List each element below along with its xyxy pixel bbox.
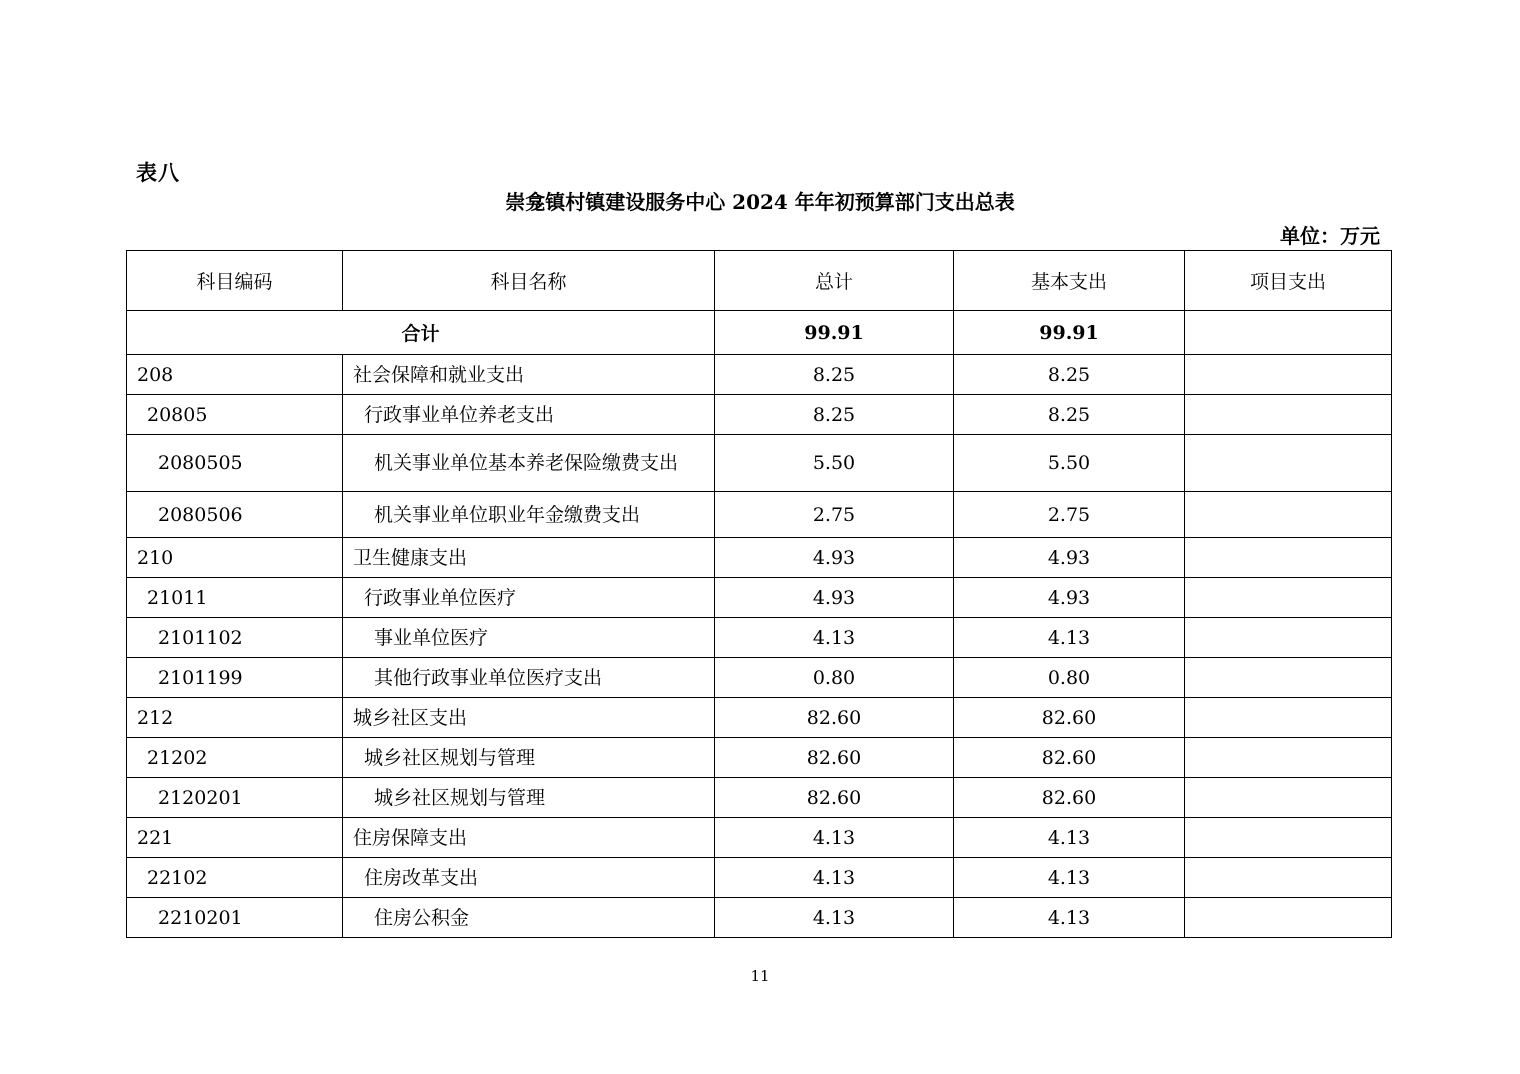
row-total: 82.60 bbox=[715, 698, 954, 738]
row-project bbox=[1185, 395, 1392, 435]
total-row bbox=[127, 311, 1392, 355]
row-project bbox=[1185, 738, 1392, 778]
row-basic: 82.60 bbox=[954, 698, 1185, 738]
row-code: 21011 bbox=[127, 578, 343, 618]
row-code: 20805 bbox=[127, 395, 343, 435]
header-name: 科目名称 bbox=[343, 251, 715, 311]
row-basic: 8.25 bbox=[954, 355, 1185, 395]
row-basic: 82.60 bbox=[954, 738, 1185, 778]
row-project bbox=[1185, 355, 1392, 395]
header-total: 总计 bbox=[715, 251, 954, 311]
row-basic: 4.93 bbox=[954, 538, 1185, 578]
table-row bbox=[127, 698, 1392, 738]
row-total: 0.80 bbox=[715, 658, 954, 698]
row-name: 住房保障支出 bbox=[343, 818, 715, 858]
unit-label: 单位：万元 bbox=[1280, 224, 1380, 248]
row-name: 机关事业单位职业年金缴费支出 bbox=[343, 492, 715, 538]
row-name: 住房公积金 bbox=[343, 898, 715, 938]
table-row bbox=[127, 435, 1392, 492]
row-basic: 2.75 bbox=[954, 492, 1185, 538]
row-name: 住房改革支出 bbox=[343, 858, 715, 898]
row-name: 行政事业单位医疗 bbox=[343, 578, 715, 618]
row-code: 212 bbox=[127, 698, 343, 738]
table-row bbox=[127, 492, 1392, 538]
row-total: 4.93 bbox=[715, 538, 954, 578]
row-name: 其他行政事业单位医疗支出 bbox=[343, 658, 715, 698]
header-basic: 基本支出 bbox=[954, 251, 1185, 311]
table-row bbox=[127, 355, 1392, 395]
row-project bbox=[1185, 578, 1392, 618]
total-label: 合计 bbox=[127, 311, 715, 355]
row-name: 机关事业单位基本养老保险缴费支出 bbox=[343, 435, 715, 492]
table-row bbox=[127, 618, 1392, 658]
row-project bbox=[1185, 858, 1392, 898]
row-code: 2101199 bbox=[127, 658, 343, 698]
row-total: 4.93 bbox=[715, 578, 954, 618]
header-code: 科目编码 bbox=[127, 251, 343, 311]
table-row bbox=[127, 778, 1392, 818]
table-row bbox=[127, 395, 1392, 435]
total-total: 99.91 bbox=[715, 311, 954, 355]
row-code: 2080505 bbox=[127, 435, 343, 492]
row-total: 4.13 bbox=[715, 858, 954, 898]
row-name: 事业单位医疗 bbox=[343, 618, 715, 658]
row-basic: 4.13 bbox=[954, 818, 1185, 858]
row-basic: 4.13 bbox=[954, 898, 1185, 938]
page-number: 11 bbox=[750, 967, 770, 985]
row-total: 5.50 bbox=[715, 435, 954, 492]
row-project bbox=[1185, 492, 1392, 538]
row-total: 8.25 bbox=[715, 355, 954, 395]
table-header-row bbox=[127, 251, 1392, 311]
row-name: 城乡社区规划与管理 bbox=[343, 778, 715, 818]
row-basic: 4.13 bbox=[954, 858, 1185, 898]
document-title-text: 崇龛镇村镇建设服务中心 2024 年年初预算部门支出总表 bbox=[505, 190, 1015, 214]
header-project: 项目支出 bbox=[1185, 251, 1392, 311]
row-basic: 4.93 bbox=[954, 578, 1185, 618]
row-total: 2.75 bbox=[715, 492, 954, 538]
row-code: 2120201 bbox=[127, 778, 343, 818]
table-label: 表八 bbox=[136, 160, 180, 185]
table-row bbox=[127, 738, 1392, 778]
row-name: 社会保障和就业支出 bbox=[343, 355, 715, 395]
table-row bbox=[127, 538, 1392, 578]
table-row bbox=[127, 818, 1392, 858]
row-project bbox=[1185, 898, 1392, 938]
total-basic: 99.91 bbox=[954, 311, 1185, 355]
row-code: 22102 bbox=[127, 858, 343, 898]
row-project bbox=[1185, 698, 1392, 738]
row-name: 城乡社区规划与管理 bbox=[343, 738, 715, 778]
row-name: 城乡社区支出 bbox=[343, 698, 715, 738]
table-row bbox=[127, 858, 1392, 898]
row-total: 4.13 bbox=[715, 898, 954, 938]
row-code: 208 bbox=[127, 355, 343, 395]
row-project bbox=[1185, 658, 1392, 698]
row-code: 2101102 bbox=[127, 618, 343, 658]
row-name: 行政事业单位养老支出 bbox=[343, 395, 715, 435]
total-project bbox=[1185, 311, 1392, 355]
expenditure-table bbox=[126, 250, 1392, 938]
row-code: 21202 bbox=[127, 738, 343, 778]
row-project bbox=[1185, 778, 1392, 818]
row-project bbox=[1185, 435, 1392, 492]
row-code: 210 bbox=[127, 538, 343, 578]
table-row bbox=[127, 898, 1392, 938]
row-project bbox=[1185, 538, 1392, 578]
row-total: 4.13 bbox=[715, 818, 954, 858]
document-title bbox=[0, 186, 1520, 215]
row-basic: 82.60 bbox=[954, 778, 1185, 818]
row-basic: 5.50 bbox=[954, 435, 1185, 492]
row-code: 2080506 bbox=[127, 492, 343, 538]
row-code: 2210201 bbox=[127, 898, 343, 938]
row-basic: 8.25 bbox=[954, 395, 1185, 435]
row-basic: 4.13 bbox=[954, 618, 1185, 658]
table-row bbox=[127, 658, 1392, 698]
row-project bbox=[1185, 618, 1392, 658]
row-total: 82.60 bbox=[715, 738, 954, 778]
row-name: 卫生健康支出 bbox=[343, 538, 715, 578]
row-code: 221 bbox=[127, 818, 343, 858]
row-basic: 0.80 bbox=[954, 658, 1185, 698]
row-total: 8.25 bbox=[715, 395, 954, 435]
row-total: 82.60 bbox=[715, 778, 954, 818]
row-project bbox=[1185, 818, 1392, 858]
table-row bbox=[127, 578, 1392, 618]
row-total: 4.13 bbox=[715, 618, 954, 658]
